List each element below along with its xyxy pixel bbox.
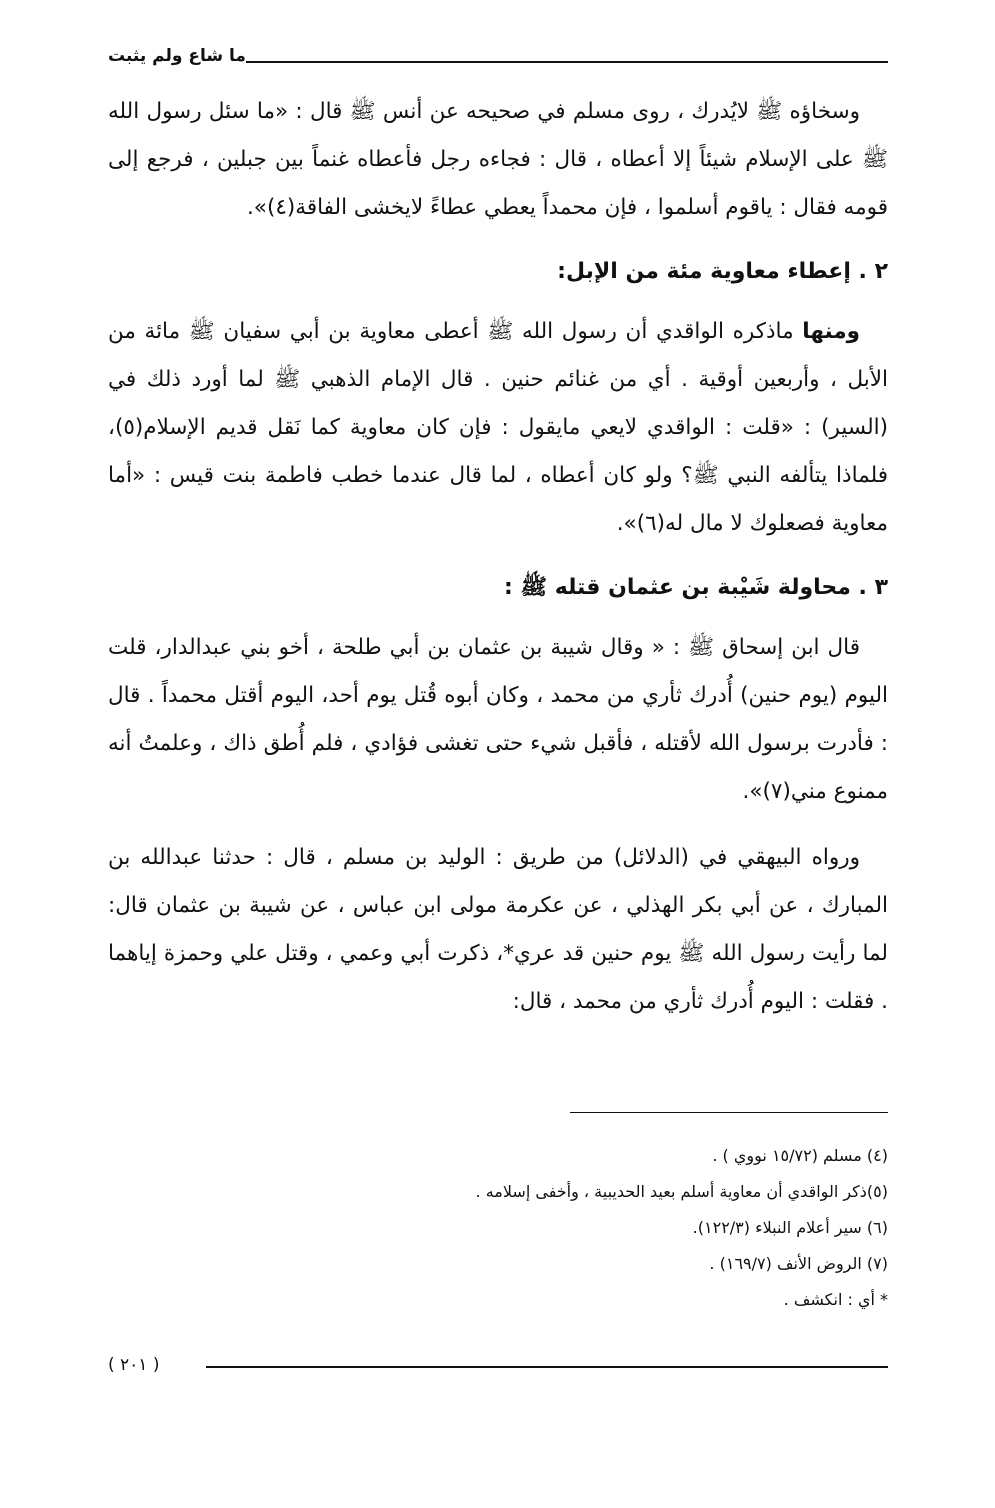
section-heading-3: ٣ . محاولة شَيْبة بن عثمان قتله ﷺ : bbox=[504, 575, 888, 600]
paragraph-2 bbox=[108, 308, 888, 548]
main-text bbox=[108, 88, 888, 1044]
paragraph-2-text: ماذكره الواقدي أن رسول الله ﷺ أعطى معاوية بن أبي سفيان ﷺ مائة من الأبل ، وأربعين أوقية . أي من غنائم حنين . قال الإمام الذهبي ﷺ لما أورد ذلك في (السير) : «قلت : الواقدي لايعي مايقول : فإن كان معاوية كما نَقل قديم الإسلام(٥)، فلماذا يتألفه النبي ﷺ؟ ولو كان أعطاه ، لما قال عندما خطب فاطمة بنت قيس : «أما معاوية فصعلوك لا مال له(٦)». bbox=[108, 319, 888, 536]
section-heading-2: ٢ . إعطاء معاوية مئة من الإبل: bbox=[557, 259, 888, 284]
footnote-star: * أي : انكشف . bbox=[783, 1290, 888, 1309]
page-number: ( ٢٠١ ) bbox=[108, 1355, 160, 1375]
paragraph-1: وسخاؤه ﷺ لايُدرك ، روى مسلم في صحيحه عن أنس ﷺ قال : «ما سئل رسول الله ﷺ على الإسلام شيئاً إلا أعطاه ، قال : فجاءه رجل فأعطاه غنماً بين جبلين ، فرجع إلى قومه فقال : ياقوم أسلموا ، فإن محمداً يعطي عطاءً لايخشى الفاقة(٤)». bbox=[108, 99, 888, 220]
footnote-4: (٤) مسلم (١٥/٧٢ نووي ) . bbox=[712, 1146, 888, 1165]
paragraph-4: ورواه البيهقي في (الدلائل) من طريق : الوليد بن مسلم ، قال : حدثنا عبدالله بن المبارك ، عن أبي بكر الهذلي ، عن عكرمة مولى ابن عباس ، عن شيبة بن عثمان قال: لما رأيت رسول الله ﷺ يوم حنين قد عري*، ذكرت أبي وعمي ، وقتل علي وحمزة إياهما . فقلت : اليوم أُدرك ثأري من محمد ، قال: bbox=[108, 845, 888, 1014]
footnote-6: (٦) سير أعلام النبلاء (١٢٢/٣). bbox=[692, 1218, 888, 1237]
paragraph-3: قال ابن إسحاق ﷺ : « وقال شيبة بن عثمان بن أبي طلحة ، أخو بني عبدالدار، قلت اليوم (يوم حنين) أُدرك ثأري من محمد ، وكان أبوه قُتل يوم أحد، اليوم أقتل محمداً . قال : فأدرت برسول الله لأقتله ، فأقبل شيء حتى تغشى فؤادي ، فلم أُطق ذاك ، وعلمتُ أنه ممنوع مني(٧)». bbox=[108, 635, 888, 804]
footnote-7: (٧) الروض الأنف (١٦٩/٧) . bbox=[709, 1254, 888, 1273]
running-header bbox=[108, 46, 888, 76]
footnotes bbox=[108, 1138, 888, 1318]
running-title: ما شاع ولم يثبت bbox=[108, 46, 246, 66]
footnote-5: (٥)ذكر الواقدي أن معاوية أسلم بعيد الحديبية ، وأخفى إسلامه . bbox=[475, 1182, 888, 1201]
paragraph-2-lead: ومنها bbox=[802, 319, 860, 344]
header-rule bbox=[246, 61, 888, 63]
footnote-rule bbox=[570, 1112, 888, 1113]
footer-rule bbox=[206, 1366, 888, 1368]
page-footer bbox=[108, 1355, 888, 1381]
